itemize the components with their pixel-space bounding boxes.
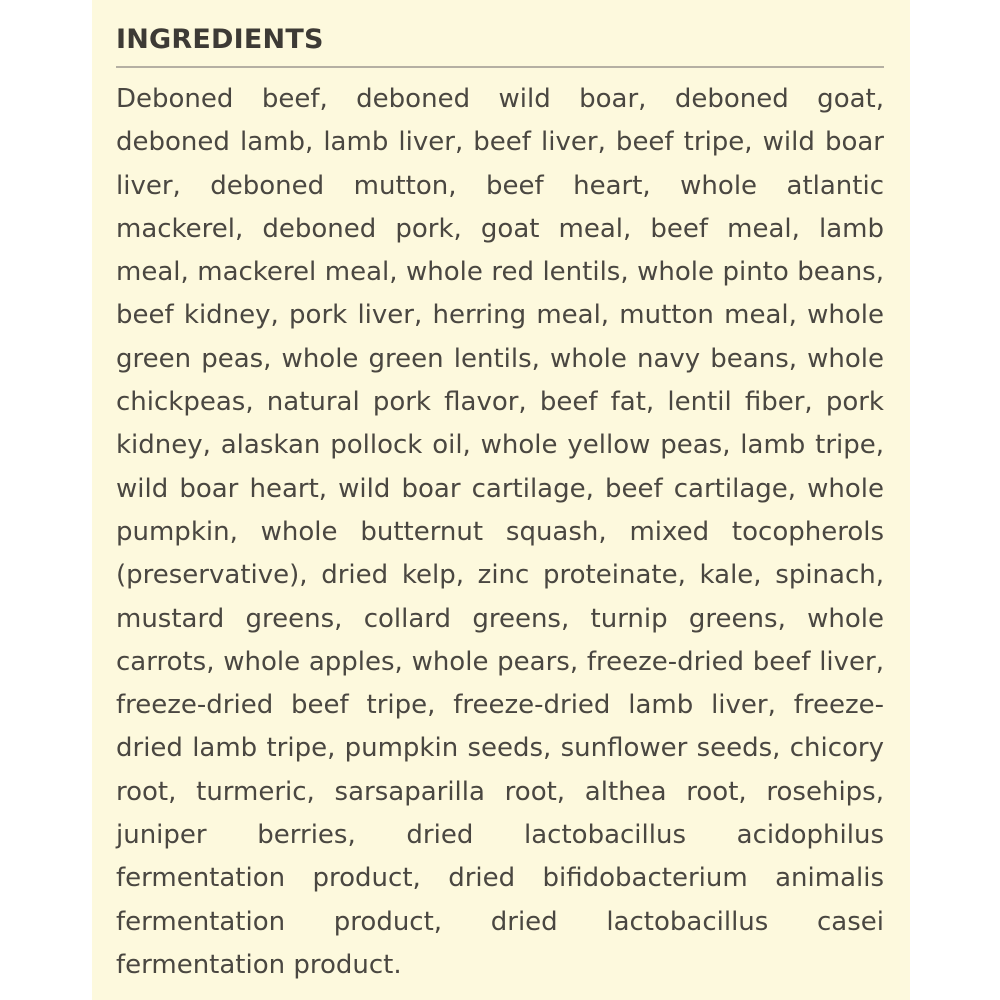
ingredients-list-text: Deboned beef, deboned wild boar, deboned goat, deboned lamb, lamb liver, beef liver, beef tripe, wild boar liver, deboned mutton, beef heart, whole atlantic mackerel, deboned pork, goat meal, beef meal, lamb meal, mackerel meal, whole red lentils, whole pinto beans, beef kidney, pork liver, herring meal, mutton meal, whole green peas, whole green lentils, whole navy beans, whole chickpeas, natural pork flavor, beef fat, lentil fiber, pork kidney, alaskan pollock oil, whole yellow peas, lamb tripe, wild boar heart, wild boar cartilage, beef cartilage, whole pumpkin, whole butternut squash, mixed tocopherols (preservative), dried kelp, zinc proteinate, kale, spinach, mustard greens, collard greens, turnip greens, whole carrots, whole apples, whole pears, freeze-dried beef liver, freeze-dried beef tripe, freeze-dried lamb liver, freeze-dried lamb tripe, pumpkin seeds, sunflower seeds, chicory root, turmeric, sarsaparilla root, althea root, rosehips, juniper berries, dried lactobacillus acidophilus fermentation product, dried bifidobacterium animalis fermentation product, dried lactobacillus casei fermentation product. <box>116 84 884 980</box>
ingredients-heading: INGREDIENTS <box>116 24 324 55</box>
ingredients-panel <box>92 0 910 1000</box>
heading-divider <box>116 66 884 68</box>
